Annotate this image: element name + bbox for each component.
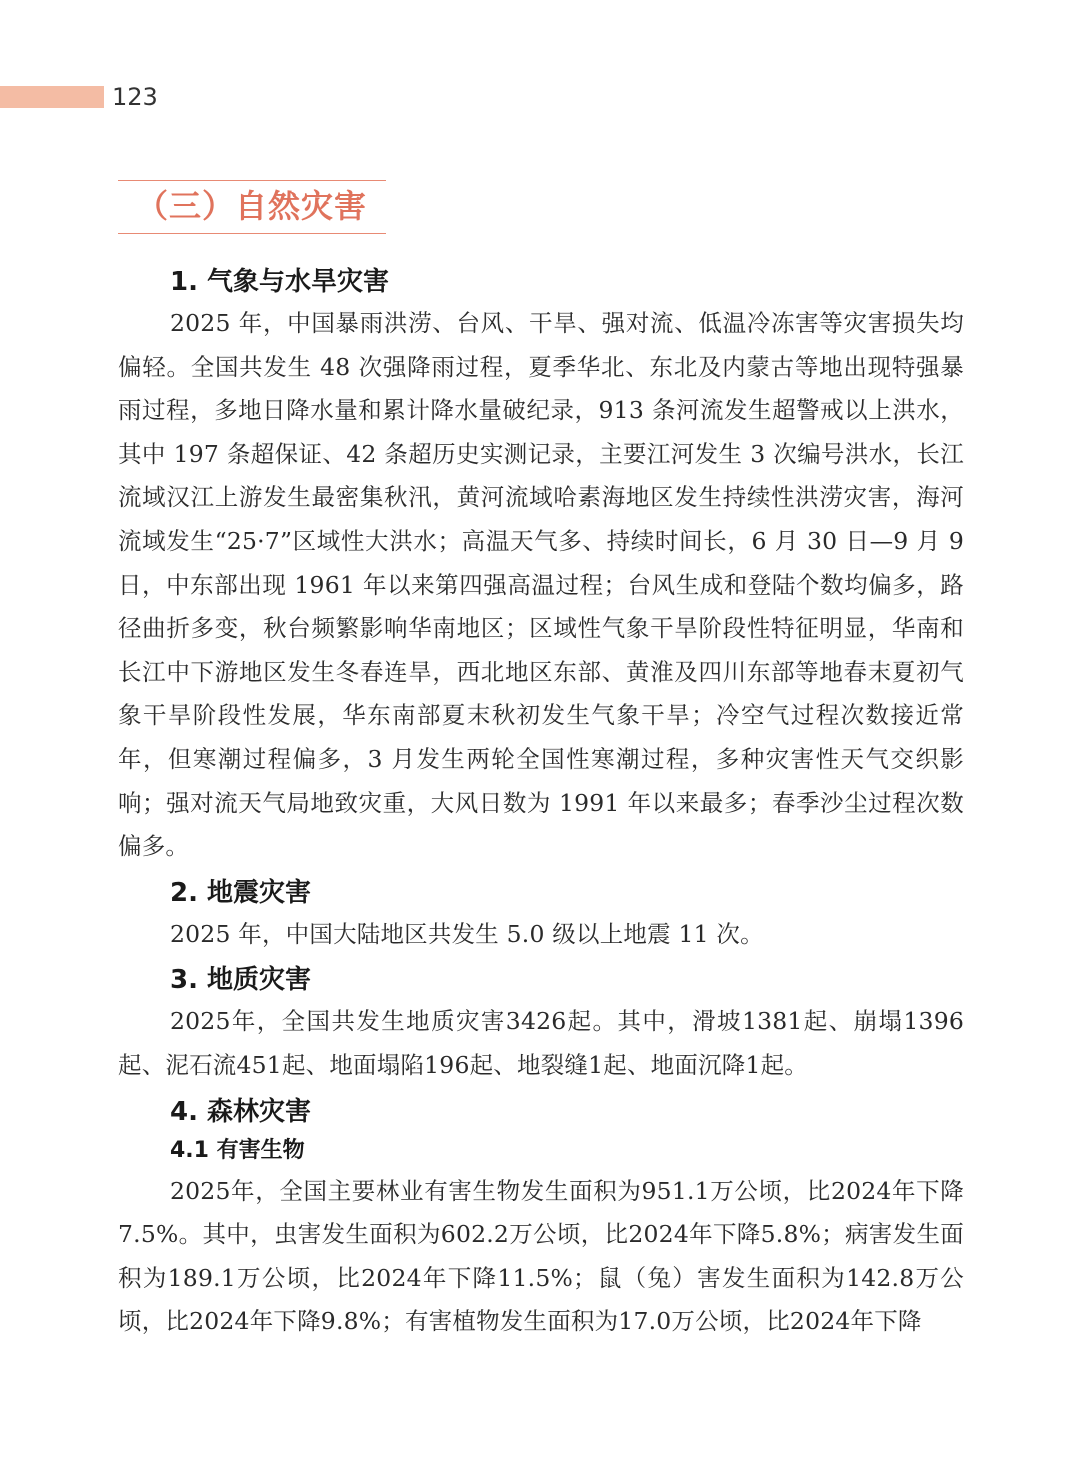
main-content [118, 262, 964, 1344]
subheading-harmful-organisms: 4.1 有害生物 [170, 1137, 305, 1163]
heading-meteorological-disasters: 1. 气象与水旱灾害 [170, 267, 390, 297]
paragraph-harmful-organisms: 2025年，全国主要林业有害生物发生面积为951.1万公顷，比2024年下降7.5%。其中，虫害发生面积为602.2万公顷，比2024年下降5.8%；病害发生面积为189.1万公顷，比2024年下降11.5%；鼠（兔）害发生面积为142.8万公顷，比2024年下降9.8%；有害植物发生面积为17.0万公顷，比2024年下降 [118, 1176, 964, 1336]
page-header-bar [0, 86, 104, 108]
heading-earthquake-disasters: 2. 地震灾害 [170, 877, 312, 908]
page-number: 123 [112, 83, 158, 111]
paragraph-meteorological-disasters: 2025 年，中国暴雨洪涝、台风、干旱、强对流、低温冷冻害等灾害损失均偏轻。全国共发生 48 次强降雨过程，夏季华北、东北及内蒙古等地出现特强暴雨过程，多地日降水量和累计降水量破纪录，913 条河流发生超警戒以上洪水，其中 197 条超保证、42 条超历史实测记录，主要江河发生 3 次编号洪水，长江流域汉江上游发生最密集秋汛，黄河流域哈素海地区发生持续性洪涝灾害，海河流域发生“25·7”区域性大洪水；高温天气多、持续时间长，6 月 30 日—9 月 9 日，中东部出现 1961 年以来第四强高温过程；台风生成和登陆个数均偏多，路径曲折多变，秋台频繁影响华南地区；区域性气象干旱阶段性特征明显，华南和长江中下游地区发生冬春连旱，西北地区东部、黄淮及四川东部等地春末夏初气象干旱阶段性发展，华东南部夏末秋初发生气象干旱；冷空气过程次数接近常年，但寒潮过程偏多，3 月发生两轮全国性寒潮过程，多种灾害性天气交织影响；强对流天气局地致灾重，大风日数为 1991 年以来最多；春季沙尘过程次数偏多。 [118, 309, 964, 861]
paragraph-geological-disasters: 2025年，全国共发生地质灾害3426起。其中，滑坡1381起、崩塌1396起、泥石流451起、地面塌陷196起、地裂缝1起、地面沉降1起。 [118, 1007, 964, 1079]
paragraph-earthquake-disasters: 2025 年，中国大陆地区共发生 5.0 级以上地震 11 次。 [170, 919, 764, 948]
heading-forest-disasters: 4. 森林灾害 [170, 1096, 312, 1127]
section-title: （三）自然灾害 [136, 187, 368, 225]
heading-geological-disasters: 3. 地质灾害 [170, 965, 312, 996]
